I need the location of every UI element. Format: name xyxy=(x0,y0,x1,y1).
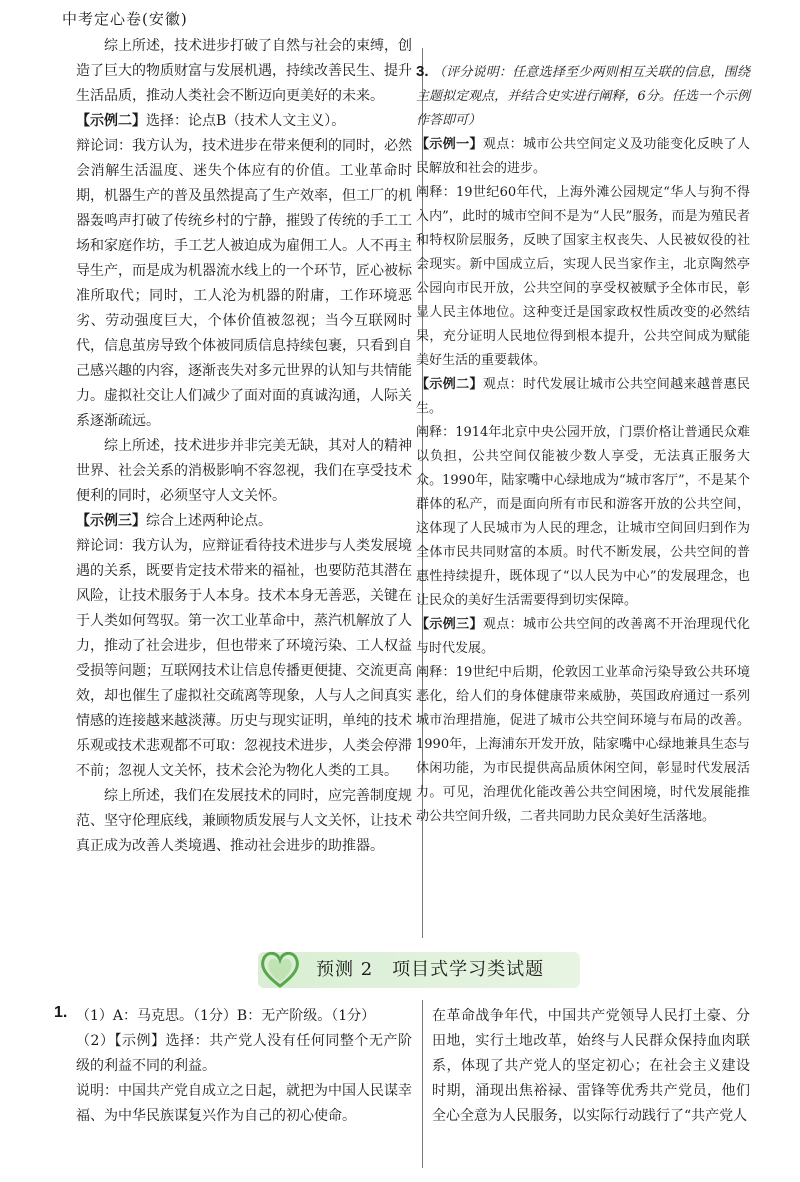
example-3-tag: 【示例三】 xyxy=(76,513,146,529)
bottom-divider xyxy=(422,1000,423,1168)
right-example-2-heading xyxy=(416,373,750,421)
example-3-choice: 综合上述两种论点。 xyxy=(146,513,272,529)
question-1-explanation: 说明：中国共产党自成立之日起，就把为中国人民谋幸福、为中华民族谋复兴作为自己的初心使命。 xyxy=(76,1083,412,1124)
heart-leaf-icon xyxy=(258,948,302,990)
example-3-heading xyxy=(76,509,412,534)
question-1-left xyxy=(76,1004,412,1129)
right-example-1-view: 观点：城市公共空间定义及功能变化反映了人民解放和社会的进步。 xyxy=(416,137,750,176)
question-1-part-2-tag: （2）【示例】 xyxy=(76,1033,166,1049)
example-2-conclusion: 综上所述，技术进步并非完美无缺，其对人的精神世界、社会关系的消极影响不容忽视，我们在享受技术便利的同时，必须坚守人文关怀。 xyxy=(76,438,412,504)
question-1-number: 1. xyxy=(54,1004,68,1021)
right-example-1-body: 阐释：19世纪60年代，上海外滩公园规定“华人与狗不得入内”，此时的城市空间不是为“人民”服务，而是为殖民者和特权阶层服务，反映了国家主权丧失、人民被奴役的社会现实。新中国成立后，实现人民当家作主，北京陶然亭公园向市民开放，公共空间的享受权被赋予全体市民，彰显人民主体地位。这种变迁是国家政权性质改变的必然结果，充分证明人民地位得到根本提升，公共空间成为赋能美好生活的重要载体。 xyxy=(416,185,750,368)
left-column xyxy=(76,34,412,859)
example-2-body: 辩论词：我方认为，技术进步在带来便利的同时，必然会消解生活温度、迷失个体应有的价值。工业革命时期，机器生产的普及虽然提高了生产效率，但工厂的机器轰鸣声打破了传统乡村的宁静，摧毁了传统的手工工场和家庭作坊，手工艺人被迫成为雇佣工人。人不再主导生产，而是成为机器流水线上的一个环节，匠心被标准所取代；同时，工人沦为机器的附庸，工作环境恶劣、劳动强度巨大，个体价值被忽视；当今互联网时代，信息茧房导致个体被同质信息持续包裹，只看到自己感兴趣的内容，逐渐丧失对多元世界的认知与共情能力。虚拟社交让人们减少了面对面的真诚沟通，人际关系逐渐疏远。 xyxy=(76,138,412,429)
page-header: 中考定心卷(安徽) xyxy=(62,10,188,28)
right-example-3-heading xyxy=(416,613,750,661)
question-1-right xyxy=(432,1004,750,1129)
conclusion-paragraph-1: 综上所述，技术进步打破了自然与社会的束缚，创造了巨大的物质财富与发展机遇，持续改善民生、提升生活品质，推动人类社会不断迈向更美好的未来。 xyxy=(76,38,412,104)
example-3-conclusion: 综上所述，我们在发展技术的同时，应完善制度规范、坚守伦理底线，兼顾物质发展与人文关怀，让技术真正成为改善人类境遇、推动社会进步的助推器。 xyxy=(76,788,412,854)
section-title: 预测 2 项目式学习类试题 xyxy=(316,959,545,980)
example-3-body: 辩论词：我方认为，应辩证看待技术进步与人类发展境遇的关系，既要肯定技术带来的福祉，也要防范其潜在风险，让技术服务于人本身。技术本身无善恶，关键在于人类如何驾驭。第一次工业革命中，蒸汽机解放了人力，推动了社会进步，但也带来了环境污染、工人权益受损等问题；互联网技术让信息传播更便捷、交流更高效，却也催生了虚拟社交疏离等现象，人与人之间真实情感的连接越来越淡薄。历史与现实证明，单纯的技术乐观或技术悲观都不可取：忽视技术进步，人类会停滞不前；忽视人文关怀，技术会沦为物化人类的工具。 xyxy=(76,538,412,779)
scoring-note: （评分说明：任意选择至少两则相互关联的信息，围绕主题拟定观点，并结合史实进行阐释，6分。任选一个示例作答即可） xyxy=(416,65,750,128)
right-example-1-heading xyxy=(416,133,750,181)
example-2-choice: 选择：论点B（技术人文主义）。 xyxy=(146,113,346,129)
question-1-continued: 在革命战争年代，中国共产党领导人民打土豪、分田地，实行土地改革，始终与人民群众保持血肉联系，体现了共产党人的坚定初心；在社会主义建设时期，涌现出焦裕禄、雷锋等优秀共产党员，他们全心全意为人民服务，以实际行动践行了“共产党人 xyxy=(432,1008,750,1124)
right-example-3-body: 阐释：19世纪中后期，伦敦因工业革命污染导致公共环境恶化，给人们的身体健康带来威胁，英国政府通过一系列城市治理措施，促进了城市公共空间环境与布局的改善。1990年，上海浦东开发开放，陆家嘴中心绿地兼具生态与休闲功能，为市民提供高品质休闲空间，彰显时代发展活力。可见，治理优化能改善公共空间困境，时代发展能推动公共空间升级，二者共同助力民众美好生活落地。 xyxy=(416,665,750,824)
question-1-part-2-choice: 选择：共产党人没有任何同整个无产阶级的利益不同的利益。 xyxy=(76,1033,412,1074)
example-2-heading xyxy=(76,109,412,134)
right-example-2-tag: 【示例二】 xyxy=(416,377,483,392)
question-1-part-2 xyxy=(76,1029,412,1079)
right-example-3-tag: 【示例三】 xyxy=(416,617,483,632)
right-example-2-body: 阐释：1914年北京中央公园开放，门票价格让普通民众难以负担，公共空间仅能被少数人享受，无法真正服务大众。1990年，陆家嘴中心绿地成为“城市客厅”，不是某个群体的私产，而是面向所有市民和游客开放的公共空间，这体现了人民城市为人民的理念，让城市空间回归到作为全体市民共同财富的本质。时代不断发展，公共空间的普惠性持续提升，既体现了“以人民为中心”的发展理念，也让民众的美好生活需要得到切实保障。 xyxy=(416,425,750,608)
right-example-1-tag: 【示例一】 xyxy=(416,137,483,152)
right-example-2-view: 观点：时代发展让城市公共空间越来越普惠民生。 xyxy=(416,377,750,416)
right-example-3-view: 观点：城市公共空间的改善离不开治理现代化与时代发展。 xyxy=(416,617,750,656)
question-3-number: 3. xyxy=(416,63,429,80)
question-3-note xyxy=(416,60,750,133)
question-1-part-1: （1）A：马克思。（1分）B：无产阶级。（1分） xyxy=(76,1008,376,1024)
example-2-tag: 【示例二】 xyxy=(76,113,146,129)
question-3-block xyxy=(416,60,750,829)
